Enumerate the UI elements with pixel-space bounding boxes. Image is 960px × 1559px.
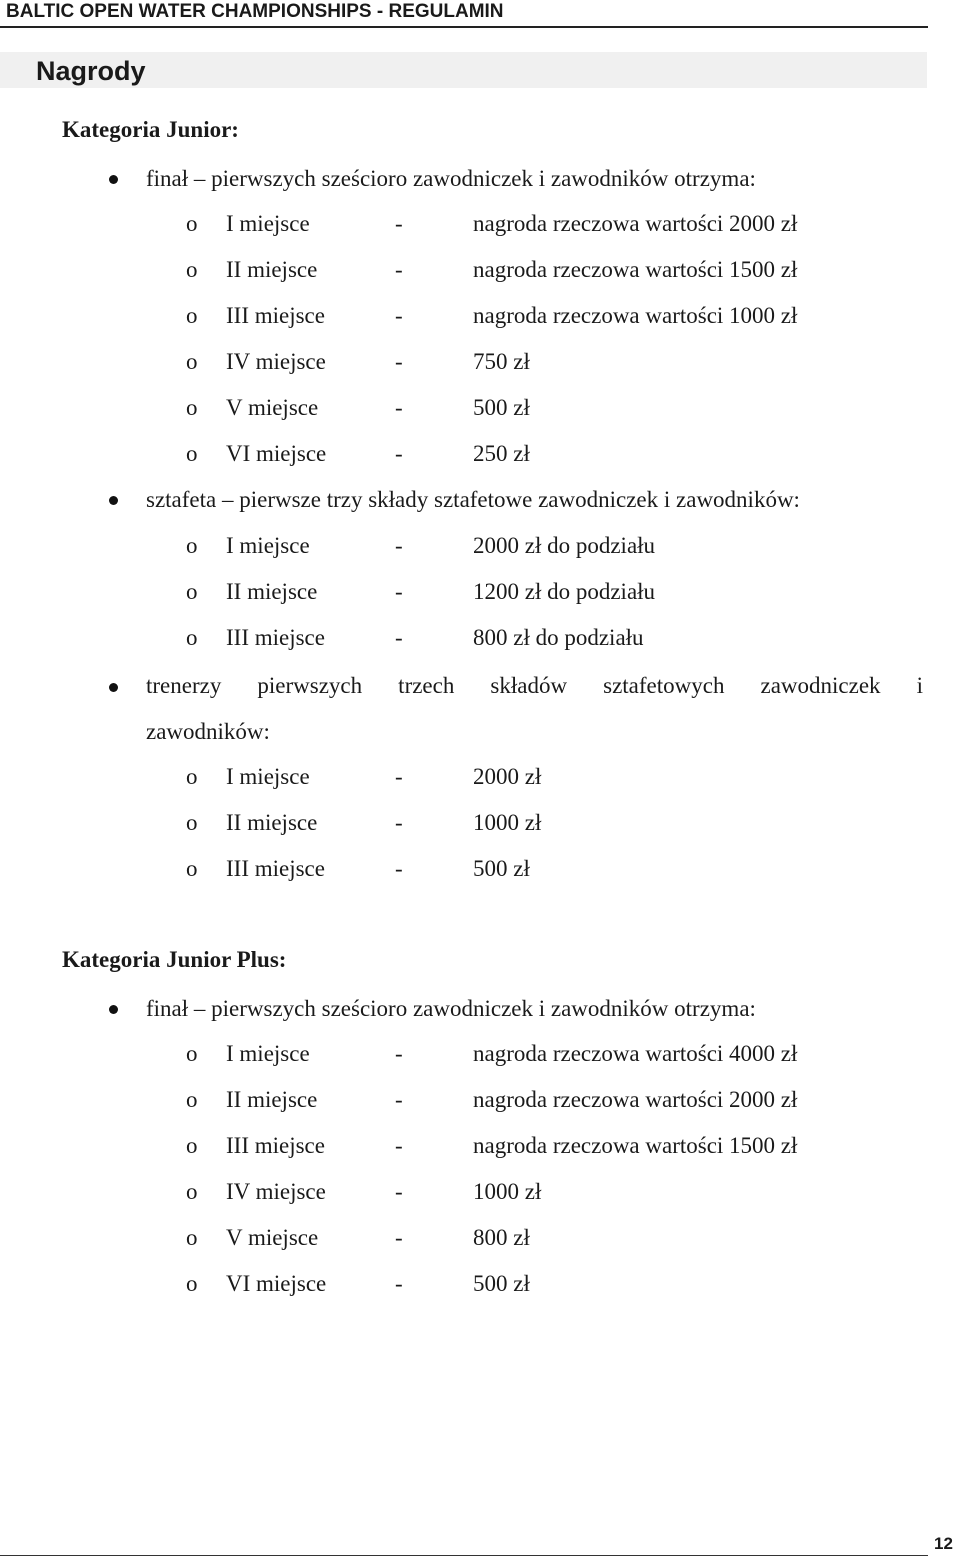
prize-value: nagroda rzeczowa wartości 2000 zł	[473, 211, 798, 236]
prize-value: 500 zł	[473, 1271, 530, 1296]
prize-value: 1000 zł	[473, 1179, 542, 1204]
sub-bullet-icon: o	[186, 579, 198, 604]
sub-bullet-icon: o	[186, 349, 198, 374]
place-label: III miejsce	[226, 1133, 325, 1158]
bullet-icon	[109, 175, 118, 184]
place-label: II miejsce	[226, 257, 318, 282]
place-label: IV miejsce	[226, 1179, 326, 1204]
junior-coach-intro-line1: trenerzy pierwszych trzech składów sztafetowych zawodniczek i	[146, 673, 923, 698]
separator-dash: -	[395, 1271, 403, 1296]
separator-dash: -	[395, 1133, 403, 1158]
sub-bullet-icon: o	[186, 395, 198, 420]
footer-divider	[0, 1555, 928, 1556]
category-junior-plus-heading: Kategoria Junior Plus:	[62, 947, 287, 972]
list-item	[0, 1224, 960, 1254]
place-label: II miejsce	[226, 810, 318, 835]
place-label: V miejsce	[226, 1225, 319, 1250]
separator-dash: -	[395, 395, 403, 420]
junior-plus-final-intro: finał – pierwszych sześcioro zawodniczek i zawodników otrzyma:	[146, 996, 756, 1021]
place-label: II miejsce	[226, 579, 318, 604]
section-title: Nagrody	[36, 56, 146, 86]
prize-value: 250 zł	[473, 441, 530, 466]
place-label: II miejsce	[226, 1087, 318, 1112]
list-item	[0, 348, 960, 378]
prize-value: 500 zł	[473, 395, 530, 420]
place-label: I miejsce	[226, 211, 310, 236]
sub-bullet-icon: o	[186, 856, 198, 881]
list-item	[0, 256, 960, 286]
sub-bullet-icon: o	[186, 1179, 198, 1204]
prize-value: 500 zł	[473, 856, 530, 881]
prize-value: nagroda rzeczowa wartości 4000 zł	[473, 1041, 798, 1066]
separator-dash: -	[395, 856, 403, 881]
list-item	[0, 1086, 960, 1116]
separator-dash: -	[395, 533, 403, 558]
bullet-icon	[109, 496, 118, 505]
prize-value: 750 zł	[473, 349, 530, 374]
place-label: V miejsce	[226, 395, 319, 420]
prize-value: 1200 zł do podziału	[473, 579, 656, 604]
junior-final-intro: finał – pierwszych sześcioro zawodniczek i zawodników otrzyma:	[146, 166, 756, 191]
list-item	[0, 855, 960, 885]
sub-bullet-icon: o	[186, 764, 198, 789]
place-label: I miejsce	[226, 533, 310, 558]
place-label: III miejsce	[226, 303, 325, 328]
bullet-icon	[109, 683, 118, 692]
bullet-icon	[109, 1005, 118, 1014]
list-item	[0, 394, 960, 424]
list-item	[0, 440, 960, 470]
list-item	[0, 532, 960, 562]
list-item	[0, 1132, 960, 1162]
separator-dash: -	[395, 441, 403, 466]
sub-bullet-icon: o	[186, 1133, 198, 1158]
place-label: I miejsce	[226, 764, 310, 789]
sub-bullet-icon: o	[186, 303, 198, 328]
junior-coach-intro-line2: zawodników:	[146, 719, 270, 744]
separator-dash: -	[395, 349, 403, 374]
prize-value: 2000 zł	[473, 764, 542, 789]
place-label: VI miejsce	[226, 1271, 327, 1296]
prize-value: 1000 zł	[473, 810, 542, 835]
separator-dash: -	[395, 1041, 403, 1066]
sub-bullet-icon: o	[186, 625, 198, 650]
place-label: IV miejsce	[226, 349, 326, 374]
prize-value: nagroda rzeczowa wartości 1500 zł	[473, 257, 798, 282]
list-item	[0, 763, 960, 793]
separator-dash: -	[395, 810, 403, 835]
sub-bullet-icon: o	[186, 1041, 198, 1066]
separator-dash: -	[395, 764, 403, 789]
category-junior-heading: Kategoria Junior:	[62, 117, 239, 142]
sub-bullet-icon: o	[186, 1271, 198, 1296]
separator-dash: -	[395, 625, 403, 650]
separator-dash: -	[395, 257, 403, 282]
sub-bullet-icon: o	[186, 533, 198, 558]
list-item	[0, 809, 960, 839]
sub-bullet-icon: o	[186, 441, 198, 466]
separator-dash: -	[395, 1179, 403, 1204]
list-item	[0, 578, 960, 608]
list-item	[0, 624, 960, 654]
sub-bullet-icon: o	[186, 1087, 198, 1112]
prize-value: 2000 zł do podziału	[473, 533, 656, 558]
separator-dash: -	[395, 1087, 403, 1112]
separator-dash: -	[395, 1225, 403, 1250]
sub-bullet-icon: o	[186, 211, 198, 236]
list-item	[0, 1040, 960, 1070]
sub-bullet-icon: o	[186, 1225, 198, 1250]
prize-value: nagroda rzeczowa wartości 1500 zł	[473, 1133, 798, 1158]
list-item	[0, 1270, 960, 1300]
sub-bullet-icon: o	[186, 257, 198, 282]
section-heading-band	[0, 52, 927, 88]
prize-value: 800 zł do podziału	[473, 625, 644, 650]
separator-dash: -	[395, 211, 403, 236]
prize-value: nagroda rzeczowa wartości 1000 zł	[473, 303, 798, 328]
place-label: I miejsce	[226, 1041, 310, 1066]
prize-value: 800 zł	[473, 1225, 530, 1250]
junior-relay-intro: sztafeta – pierwsze trzy składy sztafetowe zawodniczek i zawodników:	[146, 487, 800, 512]
sub-bullet-icon: o	[186, 810, 198, 835]
header-title: BALTIC OPEN WATER CHAMPIONSHIPS - REGULAMIN	[6, 1, 504, 22]
place-label: III miejsce	[226, 625, 325, 650]
separator-dash: -	[395, 303, 403, 328]
page-number: 12	[934, 1534, 953, 1553]
list-item	[0, 210, 960, 240]
list-item	[0, 1178, 960, 1208]
prize-value: nagroda rzeczowa wartości 2000 zł	[473, 1087, 798, 1112]
place-label: VI miejsce	[226, 441, 327, 466]
list-item	[0, 302, 960, 332]
place-label: III miejsce	[226, 856, 325, 881]
document-header	[0, 0, 928, 28]
separator-dash: -	[395, 579, 403, 604]
